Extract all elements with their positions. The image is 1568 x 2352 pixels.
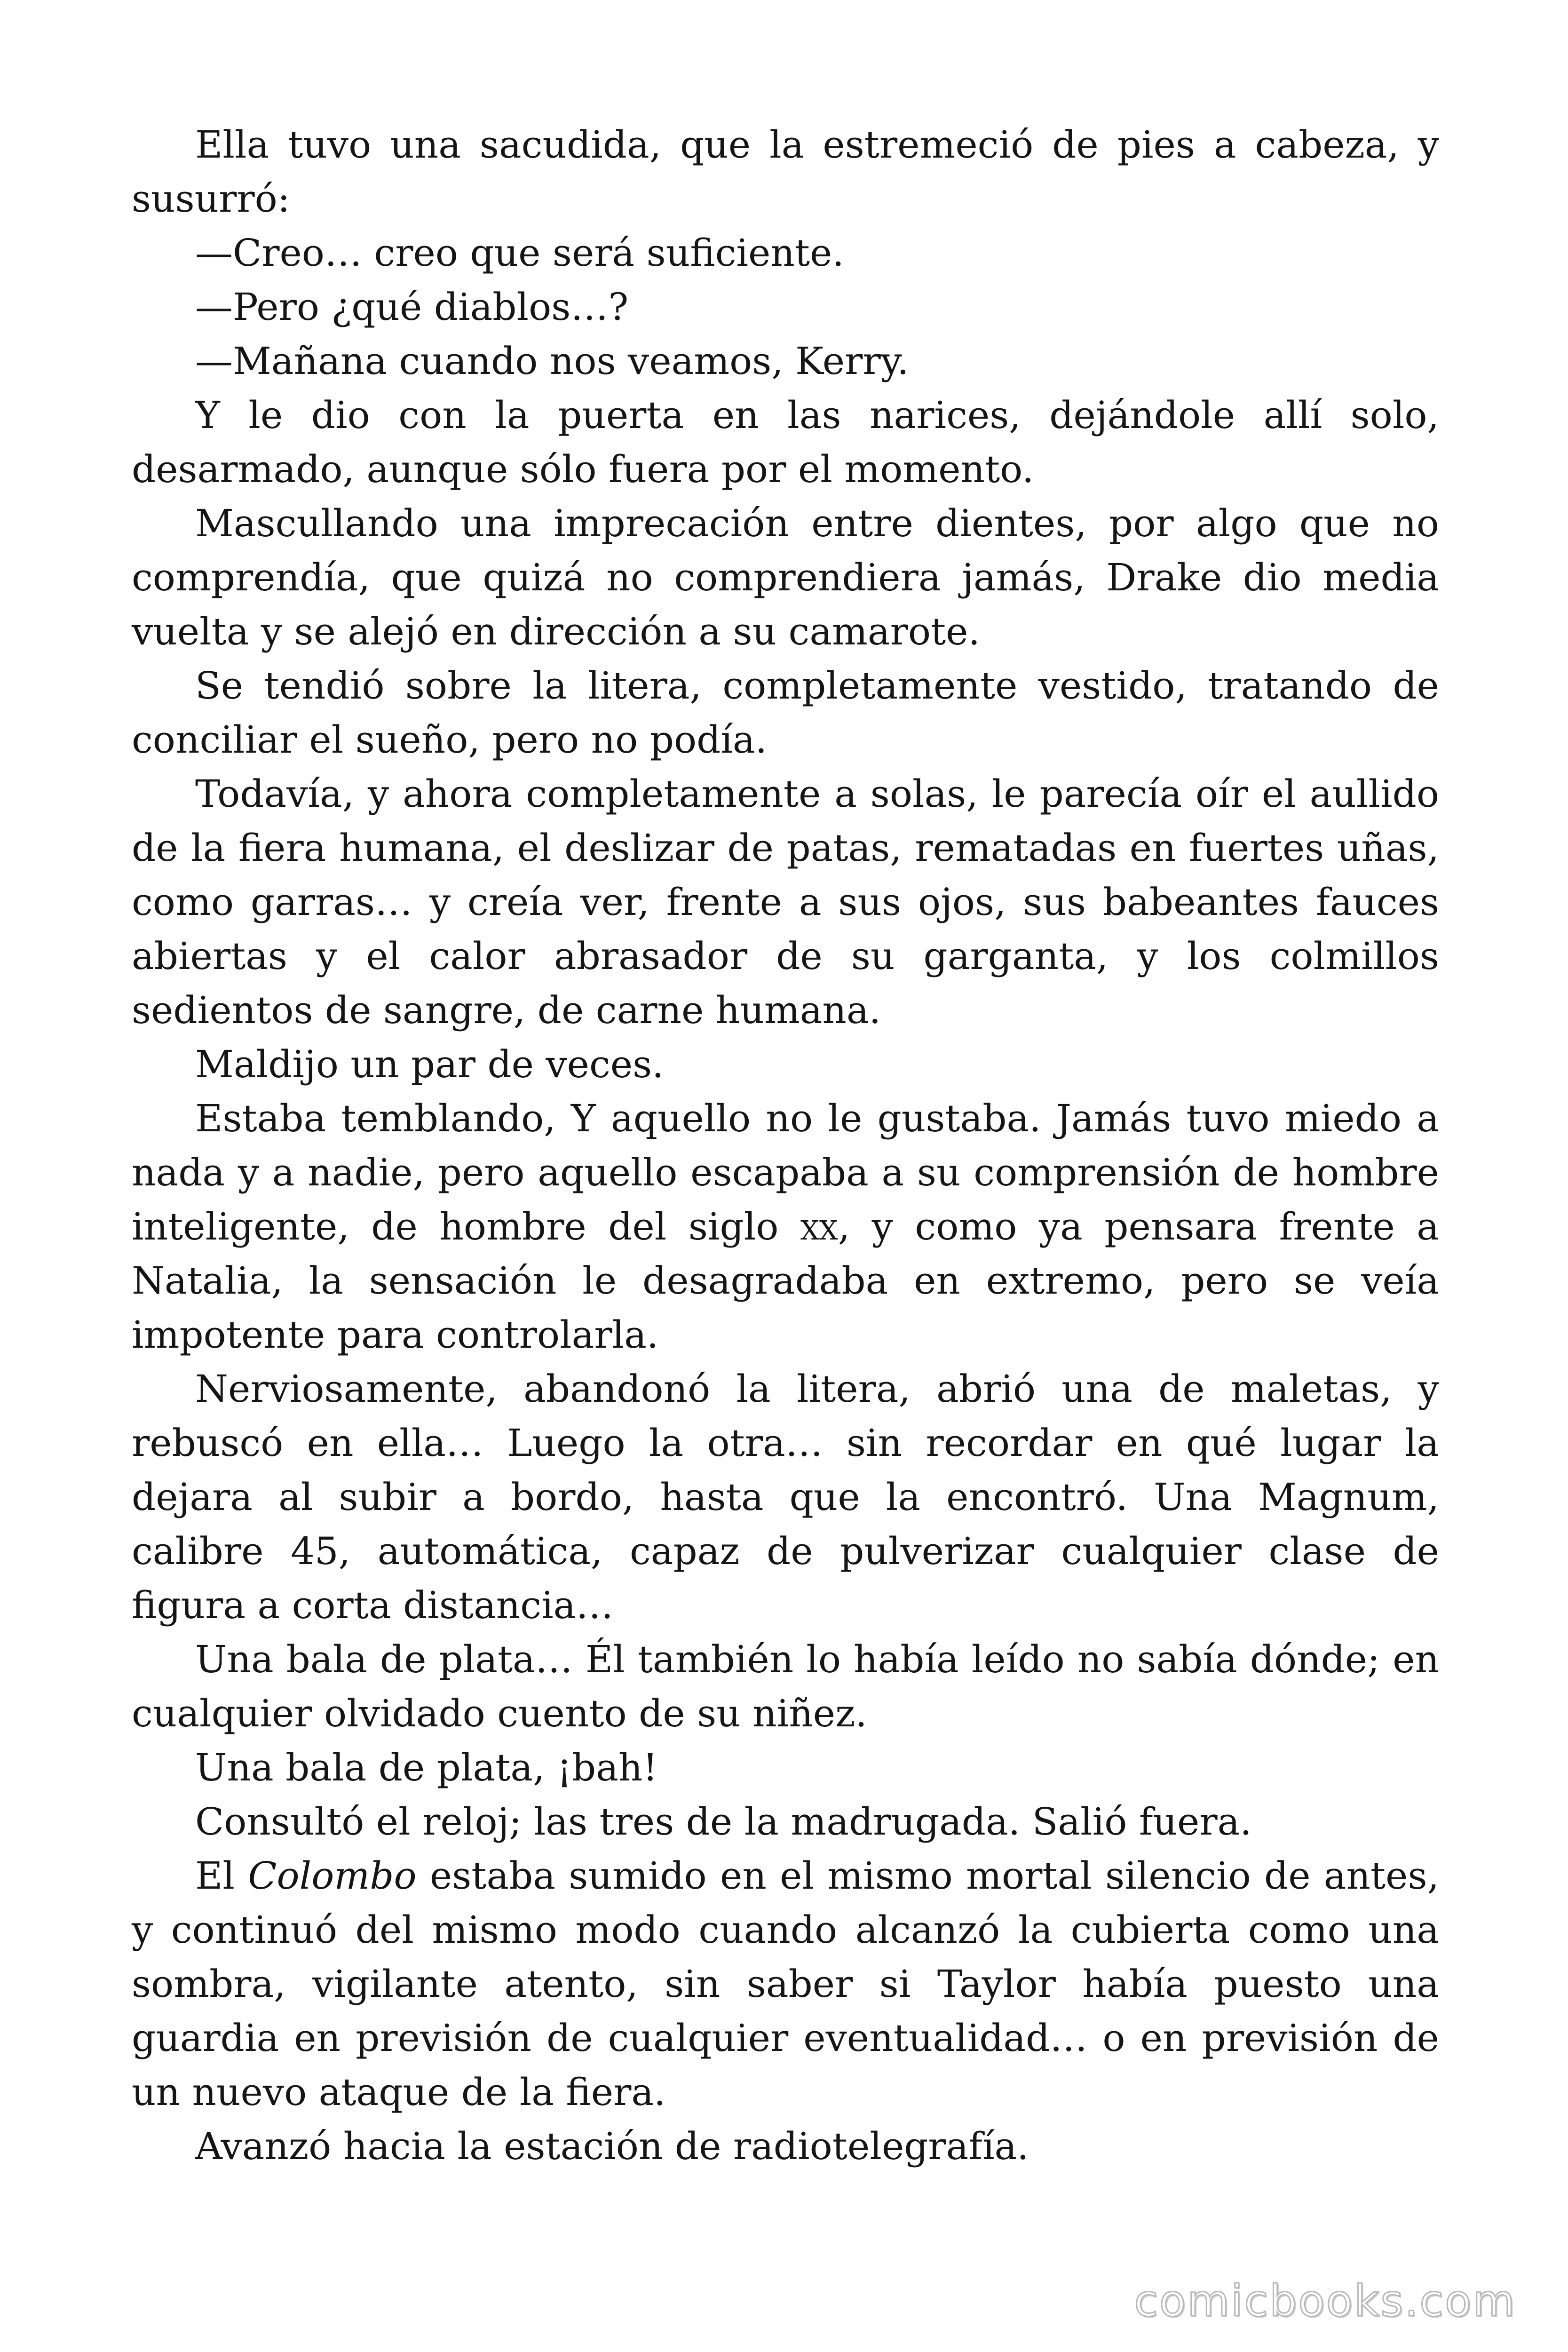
- paragraph: Avanzó hacia la estación de radiotelegrafía.: [195, 2124, 1029, 2168]
- paragraph: Nerviosamente, abandonó la litera, abrió una de maletas, y rebuscó en ella… Luego la otra… sin recordar en qué lugar la dejara al subir a bordo, hasta que la encontró. Una Magnum, calibre 45, automática, capaz de pulverizar cualquier clase de figura a corta distancia…: [132, 1367, 1439, 1627]
- watermark: comicbooks.com: [1134, 2276, 1516, 2326]
- paragraph: —Creo… creo que será suficiente.: [195, 231, 844, 275]
- century-smallcaps: xx: [800, 1205, 838, 1248]
- paragraph: Ella tuvo una sacudida, que la estremeció de pies a cabeza, y susurró:: [132, 123, 1439, 221]
- paragraph: [132, 1849, 1439, 2119]
- paragraph-text: Estaba temblando, Y aquello no le gustaba. Jamás tuvo miedo a nada y a nadie, pero aquello escapaba a su comprensión de hombre inteligente, de hombre del siglo: [132, 1097, 1439, 1248]
- book-page-body: [132, 118, 1439, 2173]
- ship-name-italic: Colombo: [248, 1854, 417, 1898]
- paragraph: Todavía, y ahora completamente a solas, le parecía oír el aullido de la fiera humana, el deslizar de patas, rematadas en fuertes uñas, como garras… y creía ver, frente a sus ojos, sus babeantes fauces abiertas y el calor abrasador de su garganta, y los colmillos sedientos de sangre, de carne humana.: [132, 772, 1439, 1032]
- paragraph: —Pero ¿qué diablos…?: [195, 285, 629, 329]
- paragraph: Una bala de plata… Él también lo había leído no sabía dónde; en cualquier olvidado cuento de su niñez.: [132, 1637, 1439, 1735]
- paragraph: Una bala de plata, ¡bah!: [195, 1746, 658, 1789]
- paragraph: Y le dio con la puerta en las narices, dejándole allí solo, desarmado, aunque sólo fuera por el momento.: [132, 393, 1439, 491]
- paragraph: —Mañana cuando nos veamos, Kerry.: [195, 339, 909, 383]
- paragraph: Consultó el reloj; las tres de la madrugada. Salió fuera.: [195, 1800, 1252, 1843]
- paragraph: Mascullando una imprecación entre dientes, por algo que no comprendía, que quizá no comprendiera jamás, Drake dio media vuelta y se alejó en dirección a su camarote.: [132, 501, 1439, 653]
- paragraph-text: , y como ya pensara frente a Natalia, la sensación le desagradaba en extremo, pero se veía impotente para controlarla.: [132, 1205, 1440, 1357]
- paragraph: [132, 1091, 1439, 1362]
- paragraph: Se tendió sobre la litera, completamente vestido, tratando de conciliar el sueño, pero no podía.: [132, 664, 1439, 762]
- paragraph-text: El: [195, 1854, 248, 1898]
- paragraph: Maldijo un par de veces.: [195, 1042, 664, 1086]
- paragraph-text: estaba sumido en el mismo mortal silencio de antes, y continuó del mismo modo cuando alcanzó la cubierta como una sombra, vigilante atento, sin saber si Taylor había puesto una guardia en previsión de cualquier eventualidad… o en previsión de un nuevo ataque de la fiera.: [132, 1854, 1440, 2114]
